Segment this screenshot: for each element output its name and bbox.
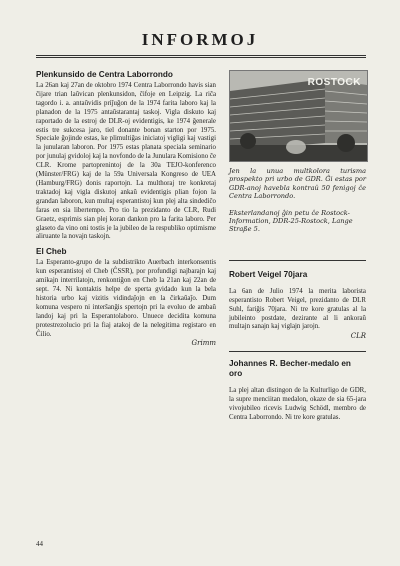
article-heading: Plenkunsido de Centra Laborrondo — [36, 70, 173, 79]
address-note: Eksterlandanoj ĝin petu ĉe Rostock-Information, DDR-25-Rostock, Lange Straße 5. — [229, 208, 353, 234]
article-body: La 26an kaj 27an de oktobro 1974 Centra Laborrondo havis sian ĉijare trian laŭvican plenkunsidon, ĉifoje en Leipzig. La riĉa tagordo i. a. antaŭvidis priĵuĝon de la 1974 farita laboro kaj la planadon de la 1975 antaŭstarantaj taskoj. Vigla diskuto kaj raportado de la estroj de DLR-oj evidentigis, ke 1974 ĝenerale estis tre sukcesa jaro, tiel donante bonan starton por 1975. Speciale ĝojinde estas, ke plimultiĝas iniciatoj vigligi kaj vastigi la junularan laboron. Por 1975 estas planata speciala seminario por junulaj gvidoloj kaj la novfondo de la Junulara Komisiono ĉe CLR. Krome partoprenintoj de la 30a TEJO-konferenco (Münster/FRG) kaj de la 59a Universala Kongreso de UEA (Hamburg/FRG) donis raportojn. La multhoraj tre konkretaj traktadoj kaj vigla diskutoj ankaŭ evidentigis plian fojon la grandan laboron, kun multaj esperantistoj kun plej alta sindediĉo faras en sia libertempo. Pro tio la prezidanto de CLR, Rudi Graetz, esprimis sian plej koran dankon pro la farita laboro. Per glaseto da vino oni tostis je la jubileo de la respubliko optimisme aliruante la novajn taskojn. — [36, 82, 216, 241]
page-title: INFORMOJ — [141, 30, 259, 49]
article-heading: El Cheb — [36, 247, 67, 257]
rostock-sign-text: ROSTOCK — [307, 77, 361, 88]
section-divider — [229, 260, 366, 261]
page-number: 44 — [36, 540, 43, 548]
section-divider — [229, 351, 366, 352]
header-rule-top — [36, 55, 366, 56]
article-body: La Esperanto-grupo de la subdistrikto Auerbach interkonsentis kun esperantistoj el Cheb (ĈSSR), por profundigi najbarajn kaj amikajn interrilatojn, renkontiĝon en Cheb la 21an kaj 22an de sept. 74. Ni kontaktis helpe de sperta gvidado kun la bela historia urbo kaj vizitis vidindaĵojn en la ĉirkaŭaĵo. Dum komuna vespero ni interŝanĝis spertojn pri la evoluo de ambaŭ landoj kaj pri la Esperantolaboro. Unuece decidita komuna protestrezolucio pri la fiaj atakoj de la nelegitima registaro en Ĉilio. — [36, 259, 216, 338]
left-column — [36, 70, 216, 348]
article-signature: Grimm — [191, 339, 216, 348]
article-heading: Johannes R. Becher-medalo en oro — [229, 359, 351, 379]
article-body: La 6an de Julio 1974 la merita laboristа esperantisto Robert Veigel, prezidanto de DLR Suhl, fariĝis 70jara. Ni tre kore gratulas al la jubileinto postdate, dezirante al li ankoraŭ multajn sanajn kaj viglajn jarojn. — [229, 287, 366, 331]
article-signature: CLR — [350, 332, 366, 341]
rostock-building-photo — [229, 70, 368, 162]
photo-caption: Jen la unua multkolora turisma prospekto pri urbo de GDR. Ĝi estas por GDR-anoj havebla kontraŭ 50 fenigoj ĉe Centra Laborrondo. — [229, 167, 366, 201]
article-body: La plej altan distingon de la Kulturligo de GDR, la supre menciitan medalon, okaze de sia 65-jara vivojubileo ricevis Ludwig Schödl, membro de Centra Laborrondo. Ni tre kore gratulas. — [229, 387, 366, 422]
header-rule-bottom — [36, 57, 366, 58]
right-column — [229, 70, 366, 423]
article-heading: Robert Veigel 70jara — [229, 269, 308, 279]
